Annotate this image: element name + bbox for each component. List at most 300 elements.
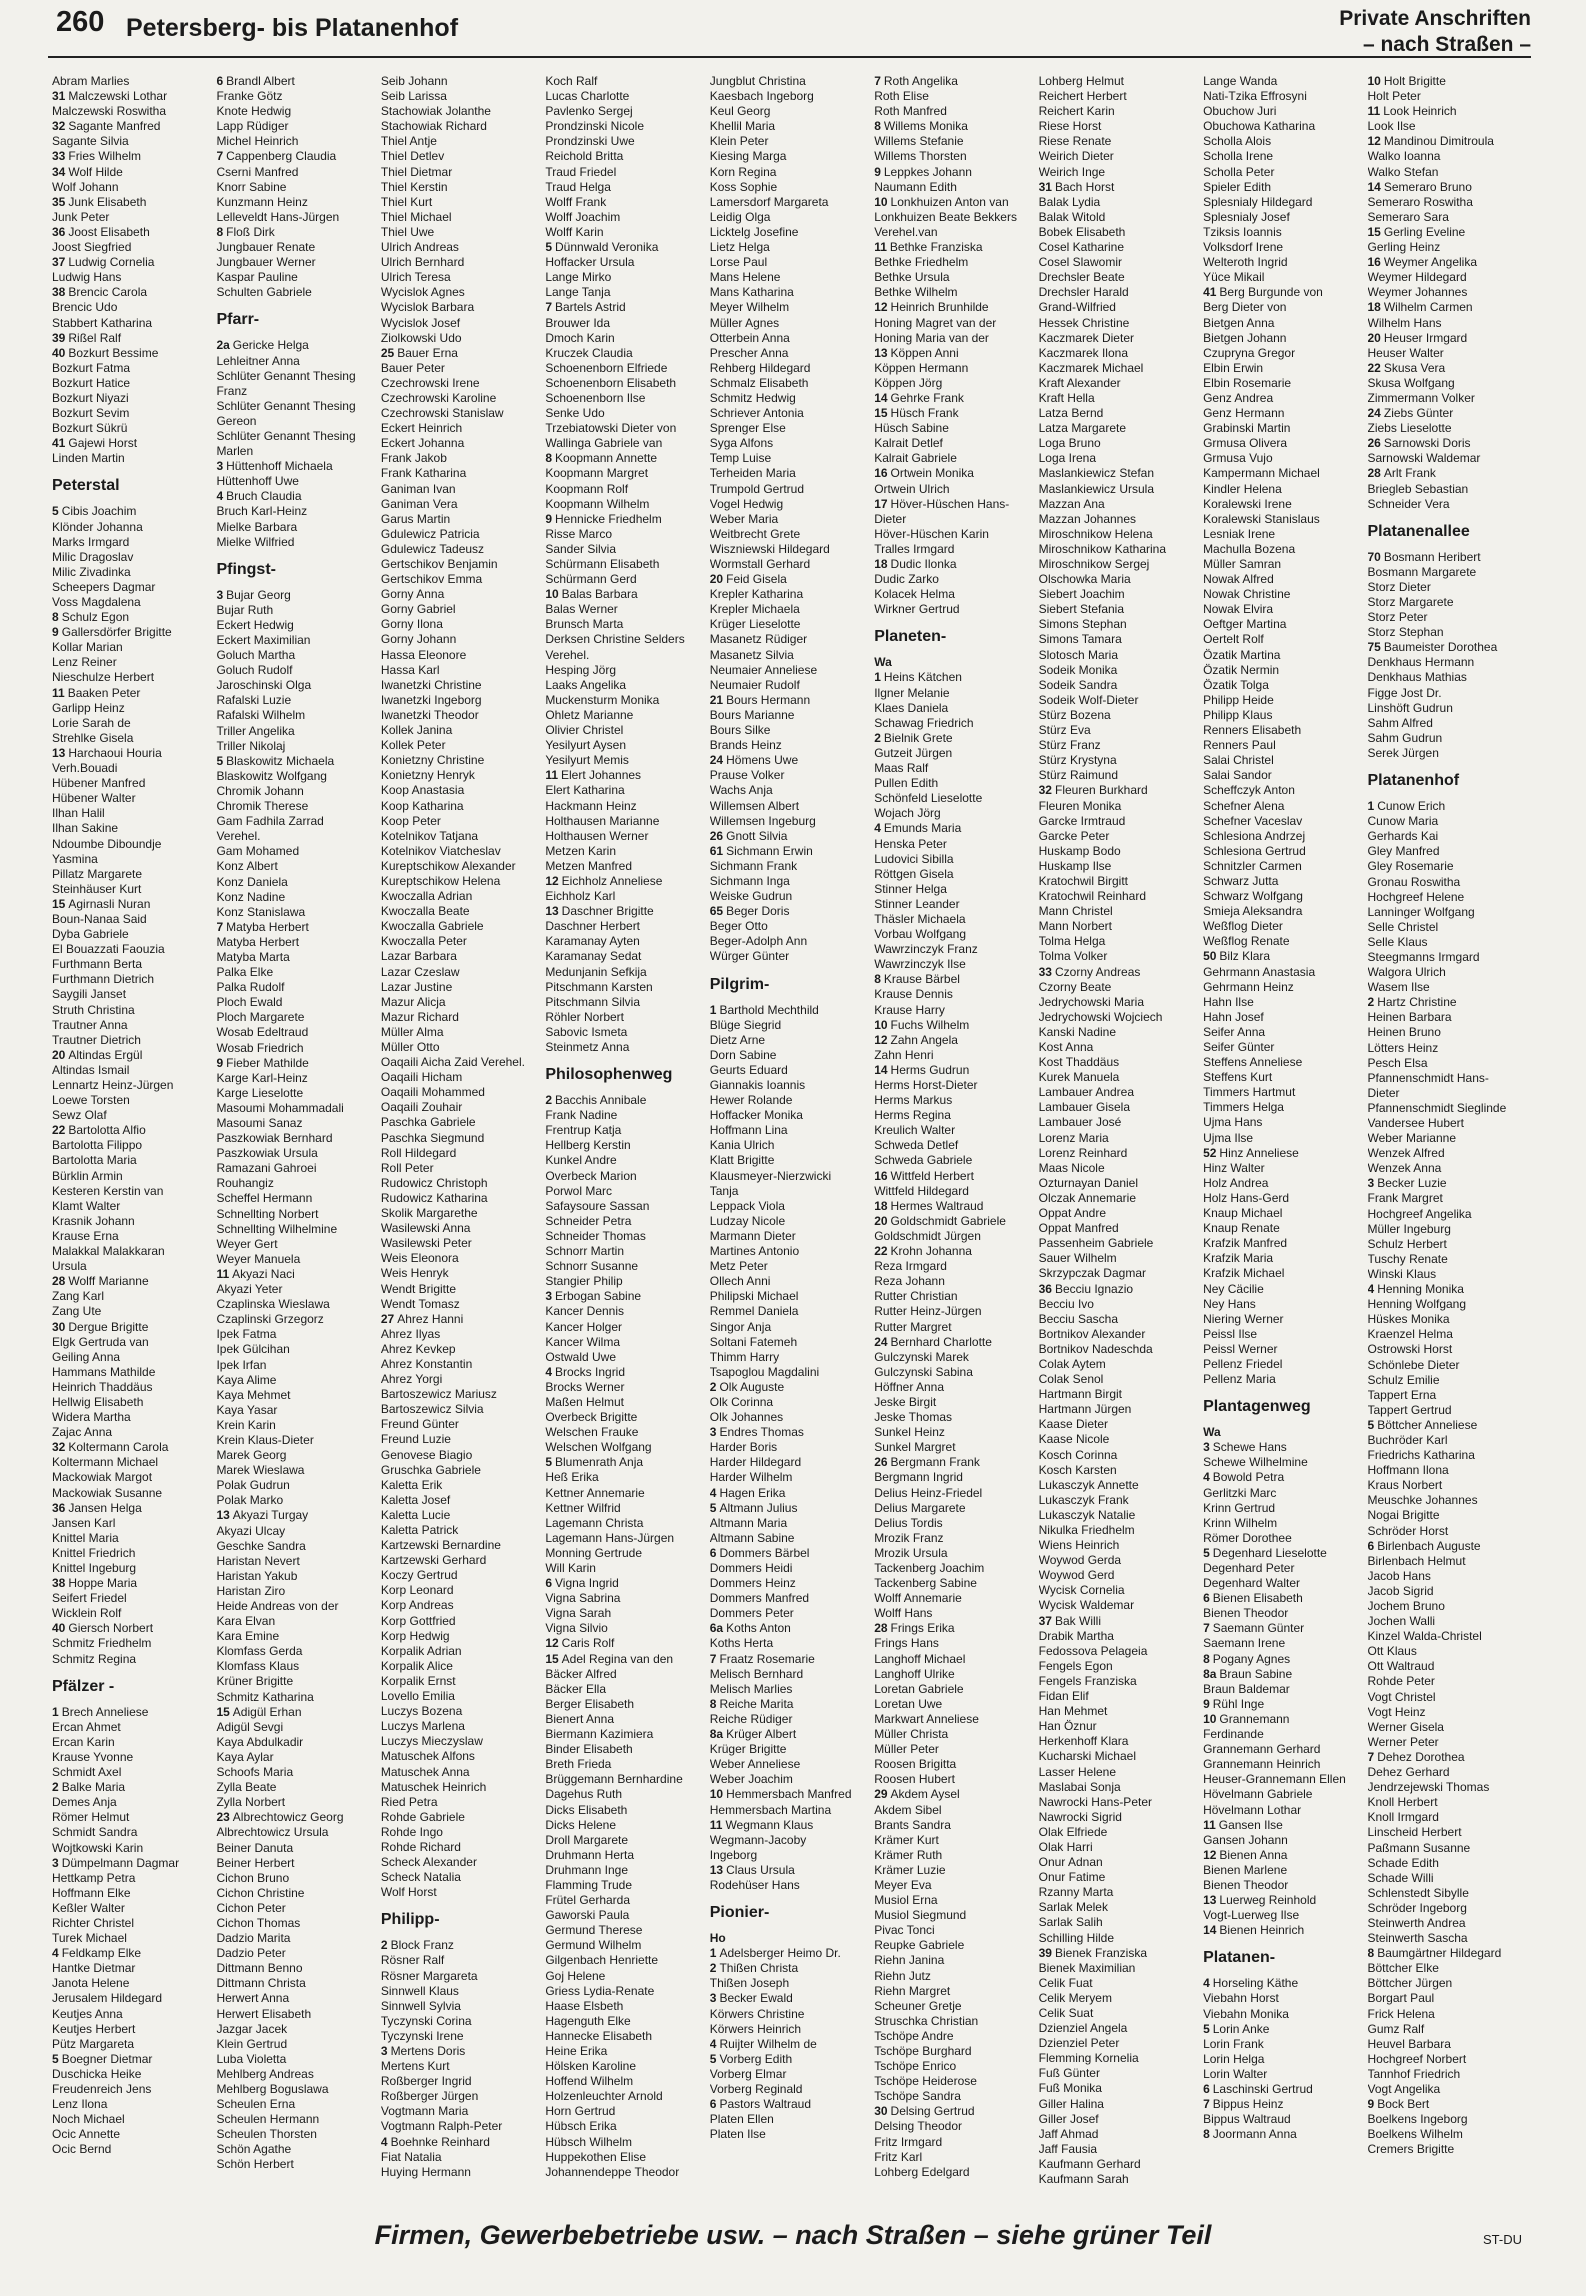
directory-entry (874, 1999, 1037, 2014)
resident-name: Oertelt Rolf (1203, 632, 1264, 647)
resident-name: Nowak Elvira (1203, 602, 1274, 617)
resident-name: Becker Luzie (1377, 1176, 1447, 1191)
resident-name: Zang Ute (52, 1304, 102, 1319)
resident-name: Höffner Anna (874, 1379, 945, 1394)
resident-name: Scheepers Dagmar (52, 579, 156, 594)
resident-name: Hinz Anneliese (1219, 1145, 1299, 1160)
directory-entry (710, 602, 873, 617)
resident-name: Reichert Herbert (1038, 89, 1127, 104)
resident-name: Stangier Philip (545, 1274, 623, 1289)
resident-name: Saemann Irene (1203, 1636, 1286, 1651)
resident-name: Cosel Katharine (1038, 240, 1125, 255)
directory-entry (874, 1667, 1037, 1682)
directory-entry (874, 482, 1037, 497)
directory-entry (1203, 1342, 1366, 1357)
resident-name: Wittfeld Hildegard (874, 1183, 969, 1198)
house-number: 4 (1367, 1282, 1375, 1297)
resident-name: Boegner Dietmar (61, 2051, 153, 2066)
resident-name: Heins Kätchen (883, 670, 962, 685)
directory-entry (710, 1712, 873, 1727)
house-number: 31 (52, 89, 66, 104)
resident-name: Fidan Elif (1038, 1689, 1089, 1704)
directory-entry (216, 504, 379, 519)
resident-name: Bortnikov Alexander (1038, 1326, 1146, 1341)
directory-entry (710, 693, 873, 708)
directory-entry (1039, 1719, 1202, 1734)
directory-entry (1039, 1432, 1202, 1447)
house-number: 2a (216, 338, 230, 353)
directory-entry (710, 889, 873, 904)
directory-entry (1203, 361, 1366, 376)
resident-name: Ferdinande (1203, 1727, 1264, 1742)
house-number: 12 (874, 300, 888, 315)
house-number: Ho (709, 1931, 726, 1946)
directory-entry (1039, 814, 1202, 829)
resident-name: Krause Erna (52, 1228, 119, 1243)
resident-name: Lorin Walter (1203, 2066, 1268, 2081)
resident-name: Frick Helena (1367, 2006, 1435, 2021)
directory-entry (545, 768, 708, 783)
directory-entry (1039, 466, 1202, 481)
directory-entry (1368, 875, 1531, 890)
directory-entry (381, 1795, 544, 1810)
directory-entry (710, 1961, 873, 1976)
resident-name: Eckert Johanna (380, 436, 465, 451)
resident-name: Lukasczyk Natalie (1038, 1507, 1136, 1522)
resident-name: Keutjes Anna (52, 2006, 123, 2021)
resident-name: Wenzek Alfred (1367, 1146, 1445, 1161)
directory-entry (216, 920, 379, 935)
resident-name: Krüger Brigitte (709, 1742, 787, 1757)
resident-name: Vigna Sabrina (545, 1591, 621, 1606)
house-number: 10 (1203, 1711, 1217, 1726)
directory-entry (52, 451, 215, 466)
resident-name: Hüttenhoff Uwe (216, 474, 299, 489)
resident-name: Gehrke Frank (890, 390, 964, 405)
resident-name: Scheuner Gretje (874, 1998, 962, 2013)
directory-entry (1039, 361, 1202, 376)
directory-entry (710, 1787, 873, 1802)
resident-name: Höver-Hüschen Hans- (890, 496, 1010, 511)
directory-entry (874, 1108, 1037, 1123)
directory-entry (874, 821, 1037, 836)
directory-entry (874, 1531, 1037, 1546)
directory-entry (52, 210, 215, 225)
directory-entry (545, 1380, 708, 1395)
resident-name: Nowak Christine (1203, 587, 1291, 602)
directory-entry (1368, 1327, 1531, 1342)
directory-entry (545, 753, 708, 768)
resident-name: Koths Herta (709, 1636, 774, 1651)
resident-name: Thißen Christa (719, 1961, 799, 1976)
resident-name: Knoll Irmgard (1367, 1810, 1439, 1825)
resident-name: Nawrocki Sigrid (1038, 1809, 1122, 1824)
resident-name: Kaya Alime (216, 1372, 277, 1387)
directory-entry (710, 1199, 873, 1214)
directory-entry (545, 1244, 708, 1259)
directory-entry (1368, 1871, 1531, 1886)
directory-entry (874, 1501, 1037, 1516)
resident-name: Krohn Johanna (890, 1244, 972, 1259)
directory-entry (874, 1470, 1037, 1485)
directory-entry (545, 1908, 708, 1923)
directory-entry (1368, 640, 1531, 655)
directory-entry (1203, 1923, 1366, 1938)
resident-name: Fieber Mathilde (226, 1055, 309, 1070)
resident-name: Brech Anneliese (61, 1704, 149, 1719)
resident-name: Milic Zivadinka (52, 564, 131, 579)
directory-entry (545, 965, 708, 980)
resident-name: Scheulen Thorsten (216, 2127, 317, 2142)
resident-name: Maßen Helmut (545, 1394, 625, 1409)
directory-entry (381, 1417, 544, 1432)
directory-entry (1368, 482, 1531, 497)
resident-name: Philipp Heide (1203, 692, 1274, 707)
directory-entry (216, 1961, 379, 1976)
resident-name: Frentrup Katja (545, 1123, 622, 1138)
resident-name: Overbeck Brigitte (545, 1410, 638, 1425)
house-number: 4 (380, 2134, 388, 2149)
resident-name: Wegmann-Jacoby (709, 1832, 807, 1847)
directory-entry (381, 240, 544, 255)
resident-name: Sagante Manfred (68, 119, 161, 134)
directory-entry (710, 1259, 873, 1274)
resident-name: Iwanetzki Theodor (380, 707, 479, 722)
resident-name: Schneider Petra (545, 1213, 632, 1228)
directory-entry (710, 451, 873, 466)
resident-name: Holz Hans-Gerd (1203, 1190, 1290, 1205)
resident-name: Röttgen Gisela (874, 866, 954, 881)
directory-entry (1203, 1848, 1366, 1863)
resident-name: Delius Margarete (874, 1500, 966, 1515)
resident-name: Kartzewski Bernardine (380, 1538, 501, 1553)
resident-name: Herwert Anna (216, 1991, 290, 2006)
resident-name: Kaczmarek Ilona (1038, 345, 1128, 360)
house-number: 9 (545, 511, 552, 526)
resident-name: Lange Mirko (545, 270, 612, 285)
directory-entry (1203, 1251, 1366, 1266)
resident-name: Riese Horst (1038, 119, 1102, 134)
directory-column (52, 74, 215, 2200)
resident-name: Mackowiak Margot (52, 1470, 153, 1485)
resident-name: Hettkamp Petra (52, 1870, 136, 1885)
directory-entry (1368, 610, 1531, 625)
resident-name: Wojtkowski Karin (52, 1840, 144, 1855)
resident-name: Weyer Gert (216, 1236, 278, 1251)
resident-name: Stabbert Katharina (52, 315, 153, 330)
resident-name: Wolff Karin (545, 224, 604, 239)
resident-name: Weymer Angelika (1383, 255, 1478, 270)
resident-name: Dommers Bärbel (719, 1545, 810, 1560)
resident-name: Heuvel Barbara (1367, 2036, 1451, 2051)
directory-entry (216, 1403, 379, 1418)
resident-name: Hermes Waltraud (890, 1198, 984, 1213)
directory-entry (874, 1923, 1037, 1938)
resident-name: Willemsen Albert (709, 798, 800, 813)
resident-name: Knoll Herbert (1367, 1795, 1438, 1810)
directory-entry (545, 1501, 708, 1516)
resident-name: Bak Willi (1054, 1613, 1101, 1628)
resident-name: Baumgärtner Hildegard (1377, 1946, 1502, 1961)
resident-name: Lambauer Gisela (1038, 1100, 1131, 1115)
resident-name: Simons Tamara (1038, 632, 1122, 647)
resident-name: Turek Michael (52, 1931, 127, 1946)
resident-name: Klaes Daniela (874, 700, 949, 715)
resident-name: Schlesiona Gertrud (1203, 843, 1306, 858)
resident-name: Konz Stanislawa (216, 904, 306, 919)
house-number: 1 (52, 1704, 59, 1719)
resident-name: Sodeik Wolf-Dieter (1038, 692, 1139, 707)
directory-entry (381, 331, 544, 346)
directory-entry (216, 1297, 379, 1312)
directory-entry (710, 1048, 873, 1063)
resident-name: Junk Elisabeth (68, 194, 147, 209)
resident-name: Krüger Albert (726, 1727, 797, 1742)
resident-name: Ercan Karin (52, 1734, 115, 1749)
resident-name: Junk Peter (52, 209, 110, 224)
resident-name: Hagen Erika (719, 1485, 786, 1500)
resident-name: Lorin Helga (1203, 2051, 1265, 2066)
resident-name: Lorse Paul (709, 255, 768, 270)
resident-name: Kolacek Helma (874, 587, 955, 602)
resident-name: Peissl Werner (1203, 1341, 1278, 1356)
directory-entry (1368, 1403, 1531, 1418)
resident-name: Gerlitzki Marc (1203, 1485, 1277, 1500)
resident-name: Gaworski Paula (545, 1908, 630, 1923)
directory-entry (52, 2007, 215, 2022)
directory-entry (52, 316, 215, 331)
directory-entry (381, 512, 544, 527)
resident-name: Altindas Ismail (52, 1062, 130, 1077)
directory-entry (216, 1674, 379, 1689)
house-number: 6 (1367, 1538, 1375, 1553)
directory-entry (1368, 1433, 1531, 1448)
house-number: 3 (1367, 1176, 1375, 1191)
resident-name: Traud Helga (545, 179, 611, 194)
directory-entry (1039, 1010, 1202, 1025)
house-number: 22 (874, 1244, 888, 1259)
directory-entry (381, 1953, 544, 1968)
directory-entry (1039, 1734, 1202, 1749)
resident-name: Erbogan Sabine (555, 1289, 642, 1304)
directory-entry (52, 595, 215, 610)
directory-entry (381, 316, 544, 331)
directory-entry (1203, 1652, 1366, 1667)
directory-entry (874, 852, 1037, 867)
resident-name: Hantke Dietmar (52, 1961, 136, 1976)
directory-entry (1203, 1131, 1366, 1146)
house-number: 16 (874, 466, 888, 481)
directory-entry (545, 1938, 708, 1953)
resident-name: Kaczmarek Michael (1038, 360, 1144, 375)
resident-name: Schön Herbert (216, 2157, 294, 2172)
directory-entry (1368, 255, 1531, 270)
directory-entry (874, 716, 1037, 731)
directory-entry (1039, 1689, 1202, 1704)
directory-entry (52, 1274, 215, 1289)
house-number: 4 (1203, 1976, 1210, 1991)
house-number: Wa (1203, 1425, 1221, 1440)
resident-name: Cosel Slawomir (1038, 255, 1122, 270)
resident-name: Floß Dirk (226, 224, 275, 239)
directory-entry (52, 2127, 215, 2142)
resident-name: Sarnowski Waldemar (1367, 451, 1481, 466)
resident-name: Schade Edith (1367, 1855, 1439, 1870)
house-number: 7 (874, 74, 881, 88)
resident-name: Berger Elisabeth (545, 1696, 635, 1711)
resident-name: Jaff Ahmad (1038, 2126, 1099, 2141)
directory-entry (381, 74, 544, 89)
resident-name: Briegleb Sebastian (1367, 481, 1469, 496)
resident-name: Scheffczyk Anton (1203, 783, 1295, 798)
resident-name: Sunkel Heinz (874, 1425, 945, 1440)
directory-entry (216, 225, 379, 240)
resident-name: Flamming Trude (545, 1877, 633, 1892)
directory-entry (52, 1033, 215, 1048)
directory-entry (216, 119, 379, 134)
resident-name: Klomfass Klaus (216, 1659, 300, 1674)
house-number: 37 (1038, 1613, 1052, 1628)
resident-name: Tappert Gertrud (1367, 1402, 1452, 1417)
directory-entry (1368, 2067, 1531, 2082)
resident-name: Jacob Hans (1367, 1568, 1431, 1583)
resident-name: Wicklein Rolf (52, 1606, 122, 1621)
resident-name: Olak Elfriede (1038, 1824, 1108, 1839)
directory-entry (52, 376, 215, 391)
directory-entry (710, 1184, 873, 1199)
directory-entry (1039, 648, 1202, 663)
directory-entry (710, 1108, 873, 1123)
directory-entry (216, 618, 379, 633)
resident-name: Gley Rosemarie (1367, 859, 1454, 874)
resident-name: Schnitzler Carmen (1203, 858, 1302, 873)
directory-entry (216, 1041, 379, 1056)
directory-entry (545, 1214, 708, 1229)
resident-name: Bienen Anna (1219, 1847, 1288, 1862)
resident-name: Rafalski Luzie (216, 693, 292, 708)
directory-entry (216, 875, 379, 890)
resident-name: Heinen Bruno (1367, 1025, 1441, 1040)
resident-name: Lorin Frank (1203, 2036, 1264, 2051)
directory-entry (381, 270, 544, 285)
resident-name: Walko Stefan (1367, 164, 1439, 179)
directory-entry (545, 814, 708, 829)
resident-name: Müller Alma (380, 1024, 444, 1039)
directory-entry (710, 255, 873, 270)
resident-name: Gansen Johann (1203, 1832, 1288, 1847)
directory-entry (52, 361, 215, 376)
resident-name: Joost Elisabeth (68, 224, 150, 239)
resident-name: Stürz Bozena (1038, 707, 1111, 722)
resident-name: Bours Marianne (709, 707, 795, 722)
directory-entry (1203, 1146, 1366, 1161)
directory-entry (216, 2007, 379, 2022)
house-number: 11 (216, 1266, 230, 1281)
resident-name: Brencic Udo (52, 300, 118, 315)
resident-name: Beger Otto (709, 919, 768, 934)
resident-name: Wolf Horst (380, 1885, 437, 1900)
directory-entry (216, 1267, 379, 1282)
resident-name: Gericke Helga (232, 338, 309, 353)
directory-entry (874, 1138, 1037, 1153)
directory-entry (874, 837, 1037, 852)
street-heading: Pilgrim- (709, 975, 770, 993)
directory-entry (1203, 1667, 1366, 1682)
directory-entry (1368, 1856, 1531, 1871)
directory-entry (1368, 1161, 1531, 1176)
resident-name: Hammans Mathilde (52, 1364, 156, 1379)
directory-entry (1203, 1236, 1366, 1251)
resident-name: Beiner Danuta (216, 1840, 294, 1855)
resident-name: Bietgen Anna (1203, 315, 1275, 330)
resident-name: Dadzio Peter (216, 1946, 286, 1961)
directory-entry (52, 1501, 215, 1516)
directory-entry (1203, 2127, 1366, 2142)
directory-entry (381, 1523, 544, 1538)
house-number: 3 (52, 1855, 59, 1870)
resident-name: Schneider Vera (1367, 496, 1450, 511)
resident-name: Würger Günter (709, 949, 790, 964)
directory-entry (216, 935, 379, 950)
resident-name: Fedossova Pelageia (1038, 1643, 1148, 1658)
directory-entry (216, 1946, 379, 1961)
directory-entry (52, 1455, 215, 1470)
directory-entry (710, 1591, 873, 1606)
resident-name: Metz Peter (709, 1259, 768, 1274)
directory-entry (52, 104, 215, 119)
directory-entry (52, 746, 215, 761)
resident-name: Obuchowa Katharina (1203, 119, 1316, 134)
directory-entry (216, 1010, 379, 1025)
house-number: 18 (874, 1198, 888, 1213)
resident-name: Bauer Erna (397, 345, 458, 360)
directory-entry (1203, 1576, 1366, 1591)
resident-name: Czechrowski Karoline (380, 390, 497, 405)
directory-entry (1039, 783, 1202, 798)
resident-name: Wallinga Gabriele van (545, 436, 663, 451)
resident-name: Korpalik Ernst (380, 1673, 456, 1688)
directory-entry (1368, 580, 1531, 595)
resident-name: Vogt Heinz (1367, 1704, 1426, 1719)
resident-name: Krüner Brigitte (216, 1674, 294, 1689)
resident-name: Thäsler Michaela (874, 911, 966, 926)
resident-name: Ingeborg (709, 1847, 758, 1862)
directory-entry (216, 1252, 379, 1267)
directory-entry (381, 1689, 544, 1704)
resident-name: Frank Nadine (545, 1108, 618, 1123)
resident-name: Becciu Ignazio (1054, 1281, 1134, 1296)
resident-name: Rühl Inge (1212, 1696, 1265, 1711)
directory-entry (1203, 602, 1366, 617)
resident-name: Dzienziel Peter (1038, 2036, 1120, 2051)
resident-name: Mertens Doris (390, 2044, 466, 2058)
directory-entry (216, 74, 379, 89)
resident-name: Kaya Mehmet (216, 1387, 291, 1402)
resident-name: Schönlebe Dieter (1367, 1357, 1460, 1372)
house-number: 26 (874, 1455, 888, 1470)
directory-entry (874, 1848, 1037, 1863)
resident-name: Tziksis Ioannis (1203, 224, 1282, 239)
resident-name: Schmitz Hedwig (709, 390, 796, 405)
directory-entry (381, 1297, 544, 1312)
street-heading: Platanenallee (1367, 522, 1470, 540)
directory-entry (216, 1539, 379, 1554)
resident-name: Kettner Annemarie (545, 1485, 645, 1500)
directory-entry (1039, 889, 1202, 904)
resident-name: Lonkhuizen Anton van (890, 194, 1009, 209)
directory-entry (710, 436, 873, 451)
resident-name: Nieschulze Herbert (52, 670, 155, 685)
